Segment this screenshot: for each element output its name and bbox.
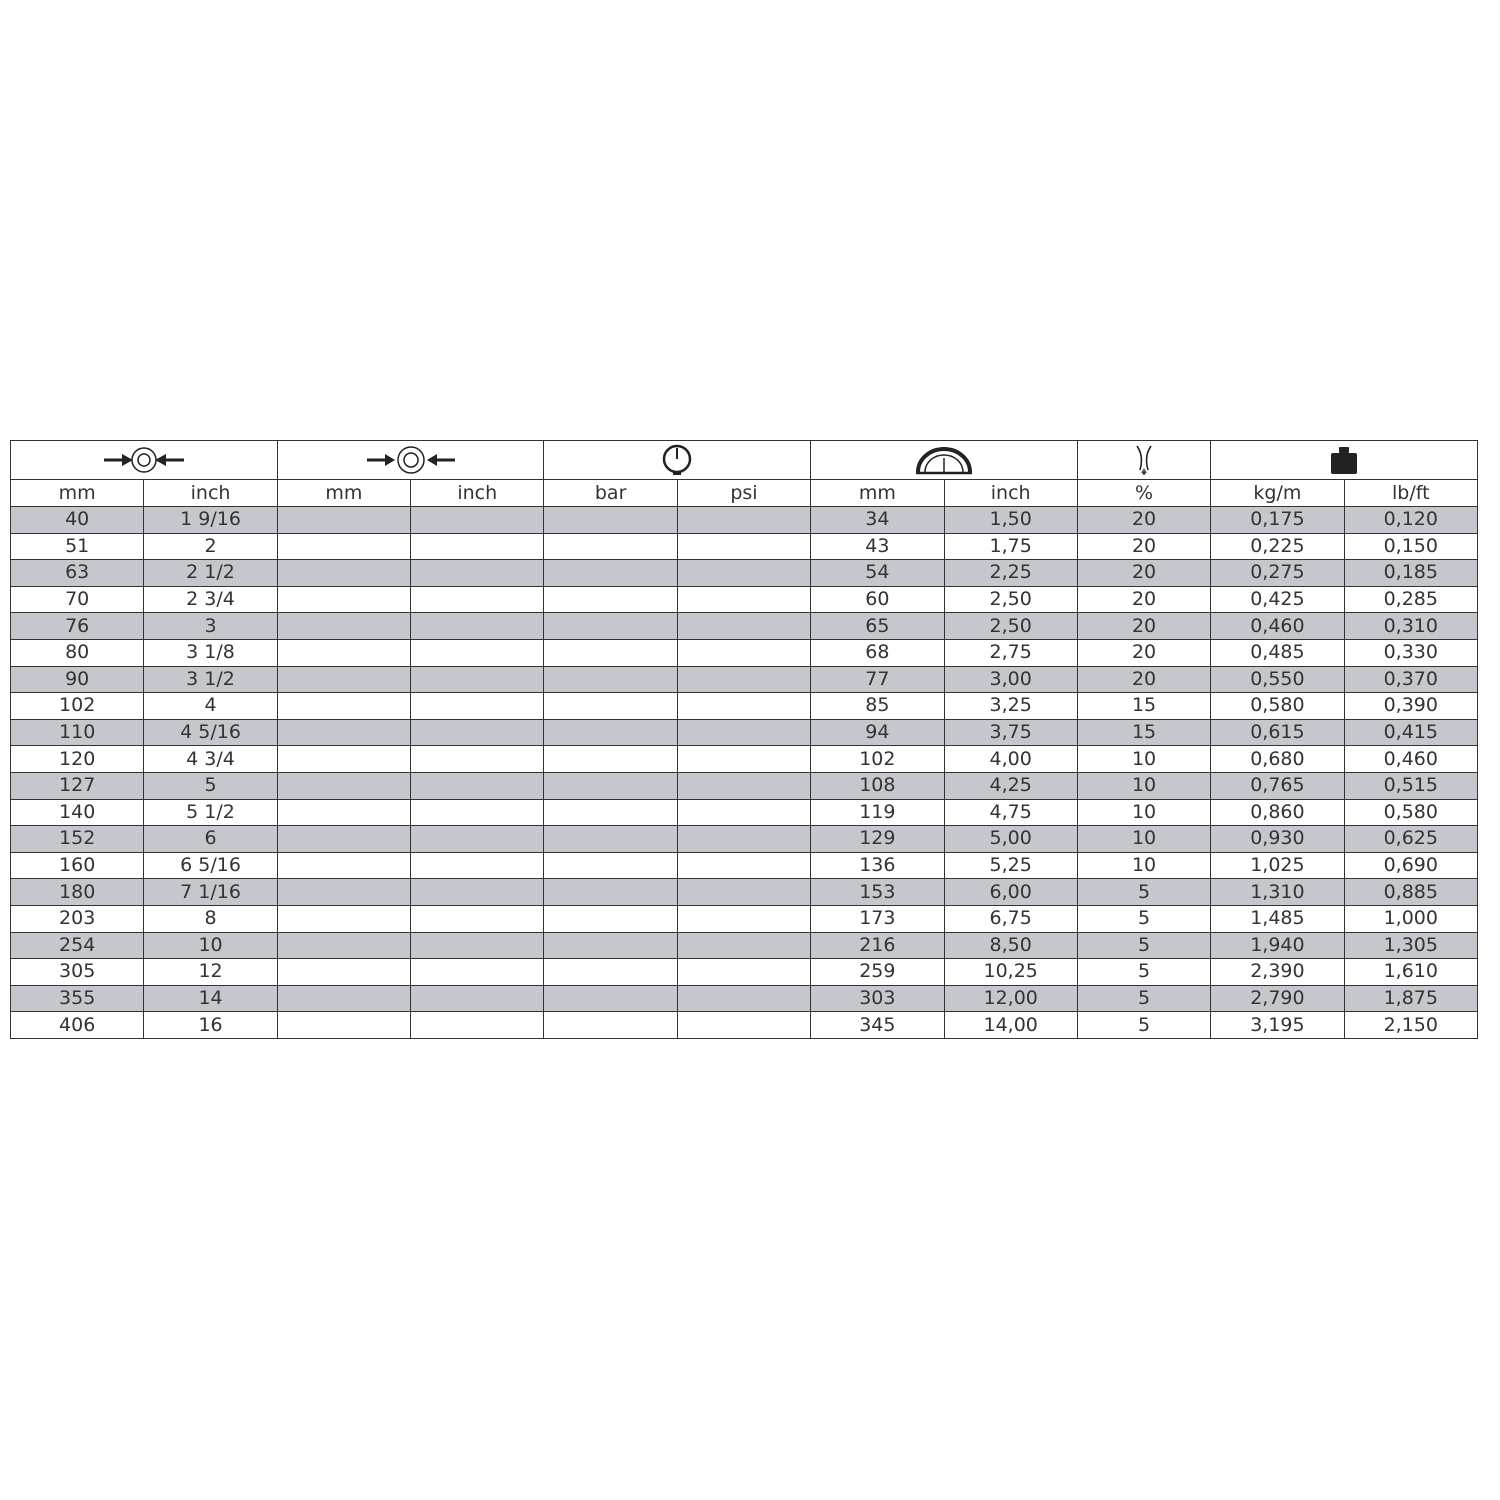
table-cell: 1 9/16 xyxy=(144,507,277,534)
table-cell: 8 xyxy=(144,905,277,932)
inner-diameter-icon xyxy=(102,445,186,475)
table-cell: 63 xyxy=(11,560,144,587)
table-cell xyxy=(277,533,410,560)
table-cell: 0,680 xyxy=(1211,746,1344,773)
table-cell: 20 xyxy=(1077,639,1210,666)
unit-label: mm xyxy=(277,480,410,507)
table-cell: 85 xyxy=(811,693,944,720)
table-cell: 20 xyxy=(1077,507,1210,534)
table-cell xyxy=(677,799,810,826)
table-cell: 5,00 xyxy=(944,826,1077,853)
table-cell xyxy=(544,879,677,906)
table-cell xyxy=(277,799,410,826)
table-cell: 5 xyxy=(144,772,277,799)
table-cell: 5 xyxy=(1077,985,1210,1012)
unit-label: inch xyxy=(944,480,1077,507)
table-cell: 2 3/4 xyxy=(144,586,277,613)
unit-label: inch xyxy=(411,480,544,507)
table-cell: 5 xyxy=(1077,879,1210,906)
table-cell: 0,860 xyxy=(1211,799,1344,826)
table-cell xyxy=(277,719,410,746)
table-cell: 1,50 xyxy=(944,507,1077,534)
table-cell: 70 xyxy=(11,586,144,613)
table-cell: 1,940 xyxy=(1211,932,1344,959)
table-cell xyxy=(411,613,544,640)
table-cell: 0,415 xyxy=(1344,719,1477,746)
weight-header xyxy=(1211,441,1478,480)
table-cell: 203 xyxy=(11,905,144,932)
table-cell: 1,485 xyxy=(1211,905,1344,932)
table-cell: 152 xyxy=(11,826,144,853)
table-row xyxy=(11,959,1478,986)
table-row xyxy=(11,533,1478,560)
table-cell: 0,690 xyxy=(1344,852,1477,879)
table-cell xyxy=(544,772,677,799)
table-cell: 119 xyxy=(811,799,944,826)
table-cell xyxy=(277,666,410,693)
unit-label: kg/m xyxy=(1211,480,1344,507)
table-cell: 6 xyxy=(144,826,277,853)
table-cell: 0,285 xyxy=(1344,586,1477,613)
table-cell: 15 xyxy=(1077,693,1210,720)
table-cell xyxy=(677,719,810,746)
table-cell: 14,00 xyxy=(944,1012,1077,1039)
table-cell: 102 xyxy=(811,746,944,773)
table-cell xyxy=(277,693,410,720)
table-cell: 160 xyxy=(11,852,144,879)
table-row xyxy=(11,639,1478,666)
table-body xyxy=(11,507,1478,1039)
table-cell: 2,25 xyxy=(944,560,1077,587)
table-cell xyxy=(544,746,677,773)
unit-label: psi xyxy=(677,480,810,507)
table-cell xyxy=(544,719,677,746)
table-cell: 0,370 xyxy=(1344,666,1477,693)
table-cell: 216 xyxy=(811,932,944,959)
table-row xyxy=(11,879,1478,906)
table-cell: 76 xyxy=(11,613,144,640)
table-cell: 40 xyxy=(11,507,144,534)
unit-header-row xyxy=(11,480,1478,507)
table-cell: 80 xyxy=(11,639,144,666)
table-cell xyxy=(411,560,544,587)
table-cell: 34 xyxy=(811,507,944,534)
table-cell: 110 xyxy=(11,719,144,746)
table-cell xyxy=(411,586,544,613)
table-cell: 3 1/2 xyxy=(144,666,277,693)
table-cell: 0,275 xyxy=(1211,560,1344,587)
table-cell: 0,175 xyxy=(1211,507,1344,534)
table-cell xyxy=(277,613,410,640)
table-cell: 2,150 xyxy=(1344,1012,1477,1039)
table-cell: 127 xyxy=(11,772,144,799)
table-cell: 14 xyxy=(144,985,277,1012)
pressure-gauge-icon xyxy=(660,444,694,476)
table-cell: 5 xyxy=(1077,959,1210,986)
table-cell xyxy=(411,772,544,799)
table-cell: 1,610 xyxy=(1344,959,1477,986)
table-cell: 51 xyxy=(11,533,144,560)
table-cell xyxy=(677,560,810,587)
table-cell xyxy=(677,959,810,986)
table-cell xyxy=(544,666,677,693)
unit-label: % xyxy=(1077,480,1210,507)
table-cell xyxy=(277,932,410,959)
table-cell xyxy=(544,586,677,613)
table-row xyxy=(11,507,1478,534)
table-cell: 0,550 xyxy=(1211,666,1344,693)
table-cell: 0,460 xyxy=(1344,746,1477,773)
vacuum-header xyxy=(1077,441,1210,480)
table-cell: 2,790 xyxy=(1211,985,1344,1012)
table-cell: 1,75 xyxy=(944,533,1077,560)
table-cell xyxy=(411,746,544,773)
table-cell: 0,930 xyxy=(1211,826,1344,853)
unit-label: bar xyxy=(544,480,677,507)
table-cell: 20 xyxy=(1077,666,1210,693)
unit-label: lb/ft xyxy=(1344,480,1477,507)
table-cell: 2,50 xyxy=(944,613,1077,640)
table-cell xyxy=(544,507,677,534)
icon-header-row xyxy=(11,441,1478,480)
table-row xyxy=(11,746,1478,773)
table-cell: 3,25 xyxy=(944,693,1077,720)
table-cell xyxy=(544,852,677,879)
table-cell: 0,390 xyxy=(1344,693,1477,720)
table-cell: 5,25 xyxy=(944,852,1077,879)
table-cell xyxy=(544,613,677,640)
table-cell: 129 xyxy=(811,826,944,853)
table-cell: 20 xyxy=(1077,560,1210,587)
table-cell: 173 xyxy=(811,905,944,932)
table-row xyxy=(11,799,1478,826)
table-cell: 136 xyxy=(811,852,944,879)
table-cell: 20 xyxy=(1077,533,1210,560)
table-cell: 254 xyxy=(11,932,144,959)
table-cell: 345 xyxy=(811,1012,944,1039)
table-row xyxy=(11,932,1478,959)
table-cell: 94 xyxy=(811,719,944,746)
table-cell: 0,460 xyxy=(1211,613,1344,640)
table-cell: 12,00 xyxy=(944,985,1077,1012)
table-cell: 3 xyxy=(144,613,277,640)
table-cell: 10 xyxy=(1077,799,1210,826)
table-cell: 3,00 xyxy=(944,666,1077,693)
table-row xyxy=(11,852,1478,879)
weight-icon xyxy=(1328,444,1360,476)
table-cell: 259 xyxy=(811,959,944,986)
table-cell: 4,25 xyxy=(944,772,1077,799)
table-cell: 0,580 xyxy=(1211,693,1344,720)
table-cell xyxy=(677,772,810,799)
table-cell: 4,75 xyxy=(944,799,1077,826)
table-cell: 2,390 xyxy=(1211,959,1344,986)
table-cell xyxy=(411,826,544,853)
table-cell: 3,75 xyxy=(944,719,1077,746)
table-cell xyxy=(277,905,410,932)
table-cell: 1,000 xyxy=(1344,905,1477,932)
table-cell xyxy=(544,826,677,853)
table-cell xyxy=(411,932,544,959)
table-cell: 0,185 xyxy=(1344,560,1477,587)
table-cell xyxy=(544,932,677,959)
table-cell: 180 xyxy=(11,879,144,906)
table-cell: 10 xyxy=(1077,852,1210,879)
table-cell: 0,120 xyxy=(1344,507,1477,534)
table-cell xyxy=(277,826,410,853)
table-cell: 43 xyxy=(811,533,944,560)
table-cell: 0,580 xyxy=(1344,799,1477,826)
table-cell: 3,195 xyxy=(1211,1012,1344,1039)
table-cell: 0,150 xyxy=(1344,533,1477,560)
table-cell xyxy=(544,1012,677,1039)
table-cell xyxy=(277,746,410,773)
table-row xyxy=(11,985,1478,1012)
unit-label: mm xyxy=(11,480,144,507)
table-cell xyxy=(277,507,410,534)
table-cell: 54 xyxy=(811,560,944,587)
table-cell: 1,305 xyxy=(1344,932,1477,959)
bend-radius-header xyxy=(811,441,1078,480)
table-cell xyxy=(411,985,544,1012)
table-cell: 1,025 xyxy=(1211,852,1344,879)
table-cell xyxy=(411,852,544,879)
table-cell xyxy=(277,560,410,587)
table-cell xyxy=(411,1012,544,1039)
table-cell: 0,485 xyxy=(1211,639,1344,666)
table-cell xyxy=(677,985,810,1012)
table-cell: 0,515 xyxy=(1344,772,1477,799)
table-cell: 2 1/2 xyxy=(144,560,277,587)
table-cell xyxy=(277,639,410,666)
table-cell xyxy=(677,852,810,879)
table-cell xyxy=(411,693,544,720)
table-cell: 0,330 xyxy=(1344,639,1477,666)
vacuum-icon xyxy=(1132,444,1156,476)
table-cell: 20 xyxy=(1077,613,1210,640)
table-cell: 5 1/2 xyxy=(144,799,277,826)
table-cell: 3 1/8 xyxy=(144,639,277,666)
table-cell: 140 xyxy=(11,799,144,826)
table-cell xyxy=(411,666,544,693)
table-row xyxy=(11,719,1478,746)
table-cell xyxy=(544,985,677,1012)
table-cell: 406 xyxy=(11,1012,144,1039)
table-cell: 4 3/4 xyxy=(144,746,277,773)
unit-label: mm xyxy=(811,480,944,507)
table-cell: 2,50 xyxy=(944,586,1077,613)
table-cell xyxy=(277,879,410,906)
bend-radius-icon xyxy=(915,445,973,475)
table-cell xyxy=(677,507,810,534)
table-cell: 16 xyxy=(144,1012,277,1039)
outer-diameter-header xyxy=(277,441,544,480)
table-cell xyxy=(277,852,410,879)
table-cell xyxy=(411,639,544,666)
table-cell: 10,25 xyxy=(944,959,1077,986)
table-cell xyxy=(411,533,544,560)
table-cell: 0,310 xyxy=(1344,613,1477,640)
table-cell xyxy=(677,1012,810,1039)
table-cell xyxy=(544,959,677,986)
table-cell: 10 xyxy=(1077,826,1210,853)
table-cell xyxy=(411,905,544,932)
table-row xyxy=(11,560,1478,587)
hose-spec-table xyxy=(10,440,1478,1039)
table-cell: 10 xyxy=(1077,746,1210,773)
table-cell xyxy=(411,507,544,534)
table-cell xyxy=(544,533,677,560)
table-cell xyxy=(677,639,810,666)
table-row xyxy=(11,693,1478,720)
table-cell xyxy=(411,879,544,906)
table-cell: 1,875 xyxy=(1344,985,1477,1012)
table-cell: 305 xyxy=(11,959,144,986)
table-cell: 60 xyxy=(811,586,944,613)
pressure-header xyxy=(544,441,811,480)
table-cell: 4,00 xyxy=(944,746,1077,773)
inner-diameter-header xyxy=(11,441,278,480)
table-cell xyxy=(677,666,810,693)
table-cell xyxy=(277,985,410,1012)
table-cell xyxy=(277,959,410,986)
table-cell xyxy=(677,826,810,853)
table-cell: 6,75 xyxy=(944,905,1077,932)
table-cell xyxy=(277,772,410,799)
table-cell xyxy=(411,719,544,746)
table-cell: 120 xyxy=(11,746,144,773)
outer-diameter-icon xyxy=(365,445,457,475)
table-cell: 153 xyxy=(811,879,944,906)
table-cell: 7 1/16 xyxy=(144,879,277,906)
table-cell xyxy=(544,693,677,720)
table-row xyxy=(11,613,1478,640)
table-cell: 5 xyxy=(1077,905,1210,932)
table-cell xyxy=(677,746,810,773)
unit-label: inch xyxy=(144,480,277,507)
table-cell: 0,625 xyxy=(1344,826,1477,853)
table-cell xyxy=(411,799,544,826)
table-cell: 6,00 xyxy=(944,879,1077,906)
table-cell: 4 5/16 xyxy=(144,719,277,746)
table-cell xyxy=(544,639,677,666)
table-cell: 5 xyxy=(1077,932,1210,959)
table-cell xyxy=(544,560,677,587)
table-cell: 0,225 xyxy=(1211,533,1344,560)
table-cell: 90 xyxy=(11,666,144,693)
table-cell xyxy=(277,586,410,613)
table-cell xyxy=(677,905,810,932)
table-cell: 6 5/16 xyxy=(144,852,277,879)
table-cell: 77 xyxy=(811,666,944,693)
table-cell: 303 xyxy=(811,985,944,1012)
table-cell xyxy=(277,1012,410,1039)
table-cell: 0,425 xyxy=(1211,586,1344,613)
table-cell: 1,310 xyxy=(1211,879,1344,906)
table-cell: 12 xyxy=(144,959,277,986)
table-cell xyxy=(677,879,810,906)
table-cell xyxy=(677,533,810,560)
table-cell xyxy=(544,905,677,932)
table-row xyxy=(11,1012,1478,1039)
table-row xyxy=(11,826,1478,853)
table-cell xyxy=(677,613,810,640)
table-cell: 0,615 xyxy=(1211,719,1344,746)
table-cell: 2 xyxy=(144,533,277,560)
table-cell: 2,75 xyxy=(944,639,1077,666)
table-cell: 8,50 xyxy=(944,932,1077,959)
table-cell: 15 xyxy=(1077,719,1210,746)
table-cell: 20 xyxy=(1077,586,1210,613)
table-cell: 0,765 xyxy=(1211,772,1344,799)
table-cell xyxy=(677,693,810,720)
table-cell: 10 xyxy=(144,932,277,959)
table-row xyxy=(11,905,1478,932)
table-cell: 65 xyxy=(811,613,944,640)
table-cell: 102 xyxy=(11,693,144,720)
table-cell: 68 xyxy=(811,639,944,666)
table-cell: 355 xyxy=(11,985,144,1012)
table-row xyxy=(11,772,1478,799)
table-row xyxy=(11,586,1478,613)
table-cell: 4 xyxy=(144,693,277,720)
table-row xyxy=(11,666,1478,693)
table-cell: 108 xyxy=(811,772,944,799)
table-cell xyxy=(544,799,677,826)
table-cell: 5 xyxy=(1077,1012,1210,1039)
table-cell xyxy=(411,959,544,986)
table-cell xyxy=(677,932,810,959)
table-cell: 0,885 xyxy=(1344,879,1477,906)
table-cell xyxy=(677,586,810,613)
table-cell: 10 xyxy=(1077,772,1210,799)
